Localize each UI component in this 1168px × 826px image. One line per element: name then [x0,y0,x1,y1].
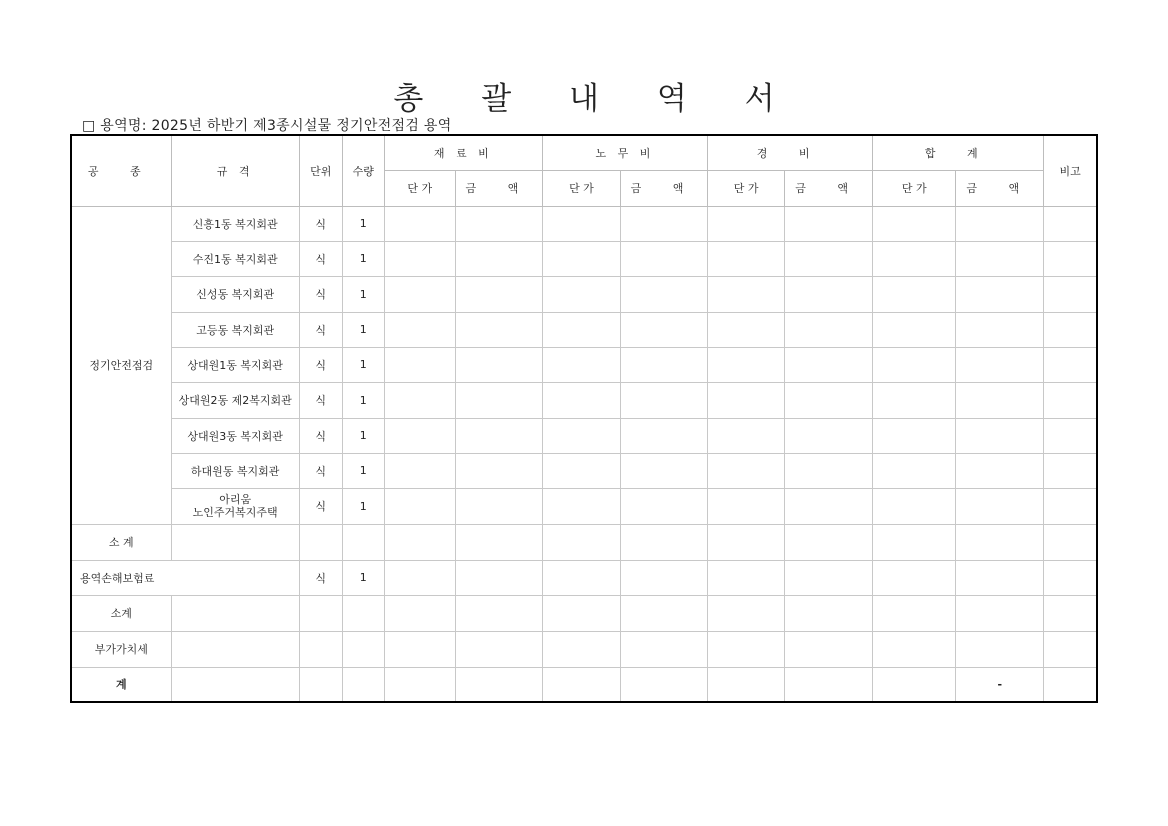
table-row [71,453,1097,488]
header-amount: 금 액 [620,170,707,206]
summary-table [70,134,1098,703]
table-row [71,382,1097,418]
table-row [71,347,1097,382]
header-note: 비고 [1044,135,1097,206]
header-amount: 금 액 [785,170,873,206]
grand-total-label: 계 [71,667,171,702]
vat-row [71,631,1097,667]
item-qty: 1 [342,453,384,488]
header-unit: 단위 [299,135,342,206]
item-qty: 1 [342,241,384,276]
header-unit-price: 단 가 [873,170,956,206]
project-name: □ 용역명: 2025년 하반기 제3종시설물 정기안전점검 용역 [82,118,452,134]
item-unit: 식 [299,347,342,382]
table-row [71,312,1097,347]
header-unit-price: 단 가 [708,170,785,206]
item-unit: 식 [299,241,342,276]
header-work-type: 공 종 [71,135,171,206]
item-qty: 1 [342,206,384,241]
item-spec: 신성동 복지회관 [171,276,299,312]
item-spec: 아리움 노인주거복지주택 [171,488,299,524]
header-total: 합 계 [873,135,1044,170]
table-row [71,488,1097,524]
item-qty: 1 [342,312,384,347]
item-qty: 1 [342,418,384,453]
header-amount: 금 액 [455,170,542,206]
subtotal-row [71,595,1097,631]
group-name: 정기안전점검 [71,206,171,524]
table-row [71,206,1097,241]
header-expense: 경 비 [708,135,873,170]
item-unit: 식 [299,560,342,595]
page-title: 총 괄 내 역 서 [393,81,799,117]
table-row [71,276,1097,312]
table-row [71,241,1097,276]
insurance-label: 용역손해보험료 [71,560,299,595]
item-unit: 식 [299,453,342,488]
subtotal-label: 소계 [71,595,171,631]
table-row [71,418,1097,453]
header-labor: 노 무 비 [542,135,707,170]
item-spec: 상대원2동 제2복지회관 [171,382,299,418]
grand-total-row [71,667,1097,702]
item-unit: 식 [299,418,342,453]
header-unit-price: 단 가 [384,170,455,206]
insurance-row [71,560,1097,595]
item-spec: 신흥1동 복지회관 [171,206,299,241]
item-spec: 하대원동 복지회관 [171,453,299,488]
item-unit: 식 [299,312,342,347]
item-unit: 식 [299,206,342,241]
header-spec: 규 격 [171,135,299,206]
header-material: 재 료 비 [384,135,542,170]
item-spec: 상대원3동 복지회관 [171,418,299,453]
header-qty: 수량 [342,135,384,206]
item-unit: 식 [299,488,342,524]
item-qty: 1 [342,382,384,418]
subtotal-row [71,524,1097,560]
item-qty: 1 [342,276,384,312]
item-qty: 1 [342,488,384,524]
vat-label: 부가가치세 [71,631,171,667]
item-spec: 상대원1동 복지회관 [171,347,299,382]
item-spec: 고등동 복지회관 [171,312,299,347]
grand-total-amount: - [956,667,1044,702]
header-unit-price: 단 가 [542,170,620,206]
item-qty: 1 [342,347,384,382]
item-qty: 1 [342,560,384,595]
item-unit: 식 [299,382,342,418]
subtotal-label: 소 계 [71,524,171,560]
item-unit: 식 [299,276,342,312]
item-spec: 수진1동 복지회관 [171,241,299,276]
header-amount: 금 액 [956,170,1044,206]
